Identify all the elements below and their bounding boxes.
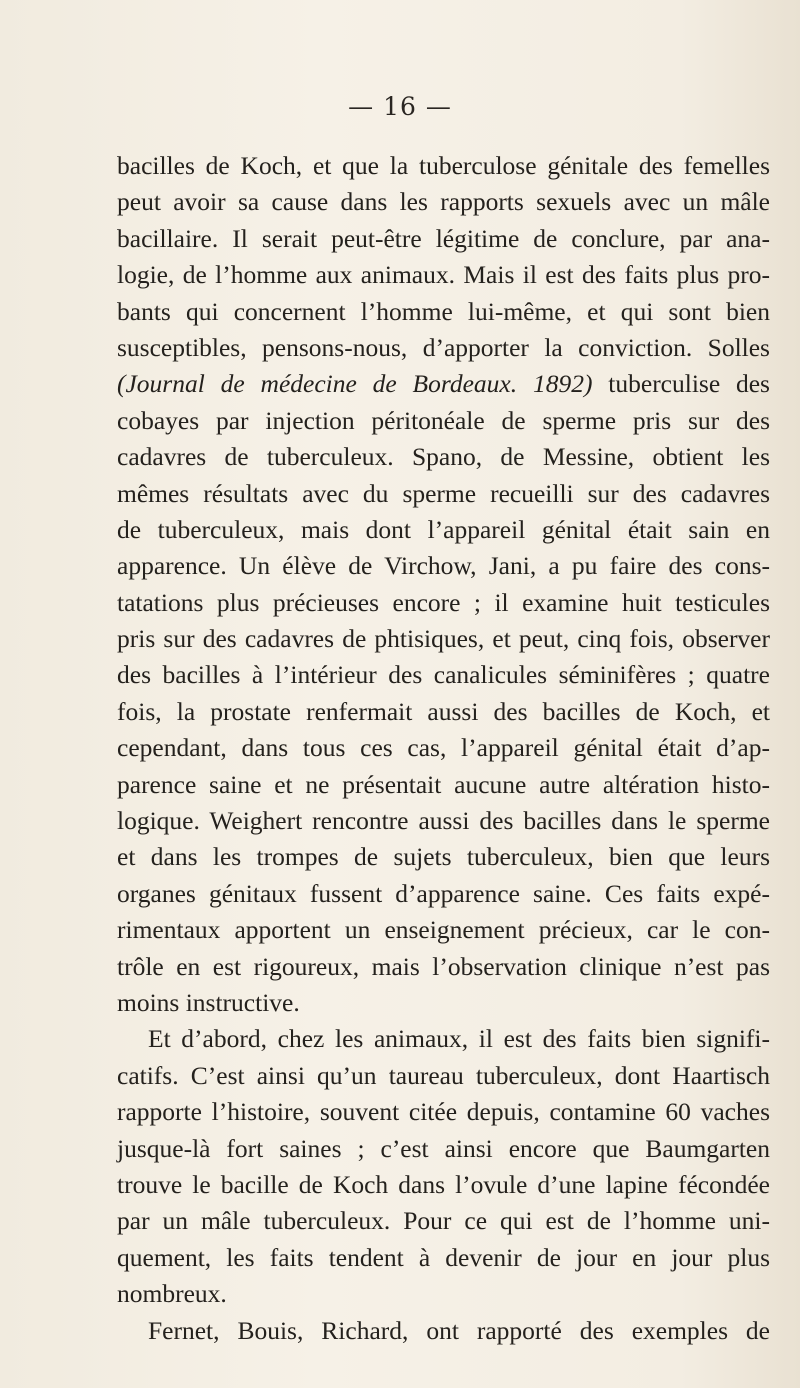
text-line: peut avoir sa cause dans les rapports sexuels avec un mâle: [117, 187, 770, 217]
text-line-paragraph-end: moins instructive.: [117, 987, 300, 1017]
text-line: quement, les faits tendent à devenir de jour en jour plus: [117, 1242, 770, 1272]
text-line-rest: tuberculise des: [592, 369, 770, 399]
text-line: bants qui concernent l’homme lui-même, et qui sont bien: [117, 296, 770, 326]
text-line: par un mâle tuberculeux. Pour ce qui est de l’homme uni-: [117, 1206, 770, 1236]
text-line: rimentaux apportent un enseignement précieux, car le con-: [117, 915, 770, 945]
page-number: — 16 —: [348, 92, 452, 121]
text-line: tatations plus précieuses encore ; il examine huit testicules: [117, 587, 770, 617]
text-line: mêmes résultats avec du sperme recueilli sur des cadavres: [117, 478, 770, 508]
text-line: bacillaire. Il serait peut-être légitime de conclure, par ana-: [117, 223, 770, 253]
text-line: parence saine et ne présentait aucune autre altération histo-: [117, 769, 770, 799]
journal-citation: (Journal de médecine de Bordeaux. 1892): [117, 369, 593, 399]
text-line: fois, la prostate renfermait aussi des bacilles de Koch, et: [117, 696, 770, 726]
text-line: et dans les trompes de sujets tuberculeux, bien que leurs: [117, 842, 770, 872]
text-line: des bacilles à l’intérieur des canalicules séminifères ; quatre: [117, 660, 770, 690]
text-line: de tuberculeux, mais dont l’appareil génital était sain en: [117, 514, 770, 544]
text-line: pris sur des cadavres de phtisiques, et peut, cinq fois, observer: [117, 624, 770, 654]
text-line: trôle en est rigoureux, mais l’observation clinique n’est pas: [117, 951, 770, 981]
text-line-citation: [117, 366, 770, 402]
text-line: trouve le bacille de Koch dans l’ovule d’une lapine fécondée: [117, 1169, 770, 1199]
text-line-paragraph-end: nombreux.: [117, 1279, 227, 1309]
text-line: logie, de l’homme aux animaux. Mais il est des faits plus pro-: [117, 260, 770, 290]
text-line: jusque-là fort saines ; c’est ainsi encore que Baumgarten: [117, 1133, 770, 1163]
text-line: rapporte l’histoire, souvent citée depuis, contamine 60 vaches: [117, 1097, 770, 1127]
text-line: cadavres de tuberculeux. Spano, de Messine, obtient les: [117, 442, 770, 472]
text-line: apparence. Un élève de Virchow, Jani, a pu faire des cons-: [117, 551, 770, 581]
text-line-paragraph-start: Et d’abord, chez les animaux, il est des faits bien signifi-: [148, 1024, 770, 1054]
text-line: organes génitaux fussent d’apparence saine. Ces faits expé-: [117, 878, 770, 908]
text-line-paragraph-start: Fernet, Bouis, Richard, ont rapporté des exemples de: [148, 1315, 770, 1345]
text-line: cependant, dans tous ces cas, l’appareil génital était d’ap-: [117, 733, 770, 763]
body-text: [117, 148, 770, 1349]
text-line: catifs. C’est ainsi qu’un taureau tuberculeux, dont Haartisch: [117, 1060, 770, 1090]
text-line: bacilles de Koch, et que la tuberculose génitale des femelles: [117, 151, 770, 180]
text-line: logique. Weighert rencontre aussi des bacilles dans le sperme: [117, 806, 770, 836]
text-line: cobayes par injection péritonéale de sperme pris sur des: [117, 405, 770, 435]
text-line: susceptibles, pensons-nous, d’apporter la conviction. Solles: [117, 332, 770, 362]
